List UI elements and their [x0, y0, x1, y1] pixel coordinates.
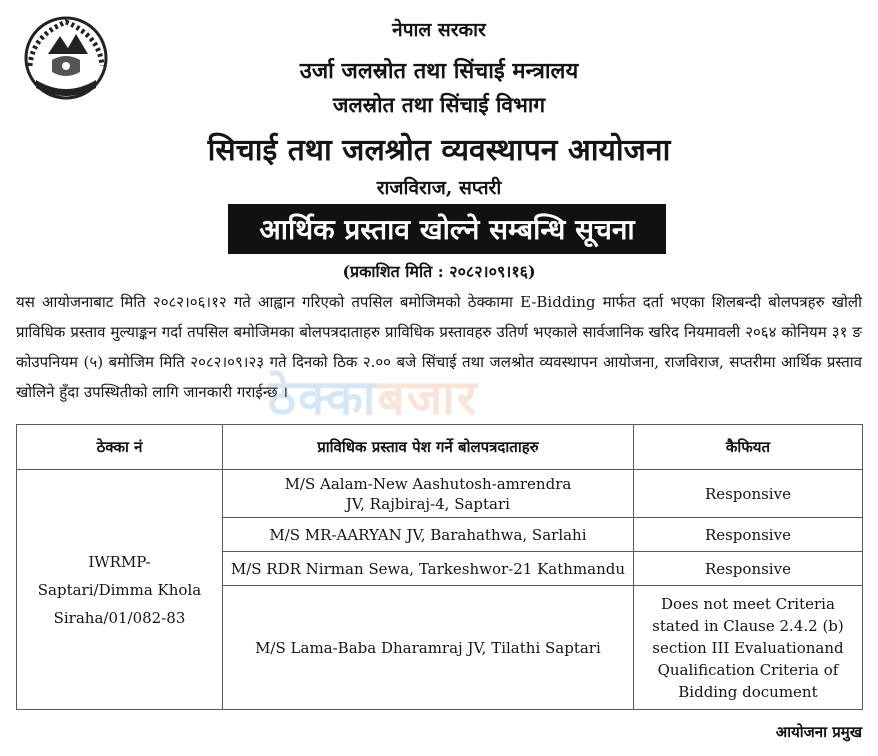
- contract-number: IWRMP-Saptari/Dimma Khola Siraha/01/082-83: [17, 470, 223, 710]
- bidder-name: M/S MR-AARYAN JV, Barahathwa, Sarlahi: [222, 518, 633, 552]
- signatory: आयोजना प्रमुख: [775, 723, 862, 741]
- published-date: (प्रकाशित मिति : २०८२।०९।१६): [342, 262, 536, 281]
- bidder-remark: Responsive: [633, 470, 862, 518]
- government-name: नेपाल सरकार: [392, 19, 486, 41]
- notice-title: आर्थिक प्रस्ताव खोल्ने सम्बन्धि सूचना: [228, 204, 666, 254]
- column-header-contract-no: ठेक्का नं: [17, 425, 223, 470]
- table-row: [17, 470, 863, 518]
- bidder-remark: Does not meet Criteria stated in Clause 2.4.2 (b) section III Evaluationand Qualification Criteria of Bidding document: [633, 586, 862, 710]
- project-name: सिचाई तथा जलश्रोत व्यवस्थापन आयोजना: [207, 133, 671, 168]
- bidder-name: M/S Aalam-New Aashutosh-amrendra JV, Rajbiraj-4, Saptari: [222, 470, 633, 518]
- bidder-table: [16, 424, 863, 710]
- column-header-remarks: कैफियत: [633, 425, 862, 470]
- watermark-part-1: ठेक्का: [268, 370, 378, 426]
- watermark-part-2: बजार: [377, 370, 479, 426]
- column-header-bidders: प्राविधिक प्रस्ताव पेश गर्ने बोलपत्रदाताहरु: [222, 425, 633, 470]
- project-location: राजविराज, सप्तरी: [376, 177, 502, 199]
- department-name: जलस्रोत तथा सिंचाई विभाग: [332, 92, 546, 117]
- ministry-name: उर्जा जलस्रोत तथा सिंचाई मन्त्रालय: [299, 58, 579, 84]
- bidder-name: M/S Lama-Baba Dharamraj JV, Tilathi Saptari: [222, 586, 633, 710]
- table-header-row: [17, 425, 863, 470]
- bidder-name: M/S RDR Nirman Sewa, Tarkeshwor-21 Kathmandu: [222, 552, 633, 586]
- bidder-remark: Responsive: [633, 552, 862, 586]
- notice-body: यस आयोजनाबाट मिति २०८२।०६।१२ गते आह्वान गरिएको तपसिल बमोजिमको ठेक्कामा E-Bidding मार्फत दर्ता भएका शिलबन्दी बोलपत्रहरु खोली प्राविधिक प्रस्ताव मुल्याङ्कन गर्दा तपसिल बमोजिमका बोलपत्रदाताहरु प्राविधिक प्रस्तावहरु उतिर्ण भएकाले सार्वजानिक खरिद नियमावली २०६४ कोनियम ३१ ङ कोउपनियम (५) बमोजिम मिति २०८२।०९।२३ गते दिनको ठिक २.०० बजे सिंचाई तथा जलश्रोत व्यवस्थापन आयोजना, राजविराज, सप्तरीमा आर्थिक प्रस्ताव खोलिने हुँदा उपस्थितीको लागि जानकारी गराईन्छ ।: [16, 293, 862, 401]
- bidder-remark: Responsive: [633, 518, 862, 552]
